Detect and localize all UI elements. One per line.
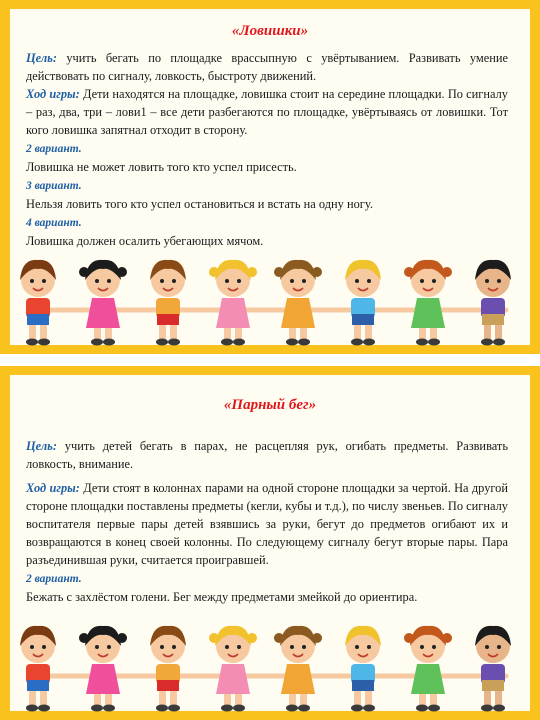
child-ponytail	[442, 267, 452, 277]
child-shoe	[363, 339, 375, 346]
child-figure	[20, 626, 56, 712]
child-eye	[367, 279, 371, 283]
child-dress	[411, 664, 445, 694]
child-eye	[30, 645, 34, 649]
variant-text: Ловишка должен осалить убегающих мячом.	[26, 234, 264, 248]
goal-text: учить бегать по площадке врассыпную с увёртыванием. Развивать умение действовать по сигналу, ловкость, быстроту движений.	[26, 51, 508, 83]
child-eye	[160, 645, 164, 649]
child-dress	[216, 664, 250, 694]
child-shoe	[298, 705, 310, 712]
child-shoe	[351, 339, 363, 346]
child-dress	[281, 298, 315, 328]
child-shoe	[428, 705, 440, 712]
child-figure	[20, 260, 56, 346]
child-shoe	[91, 705, 103, 712]
child-ponytail	[274, 267, 284, 277]
child-eye	[355, 279, 359, 283]
child-eye	[172, 279, 176, 283]
variant-text: Ловишка не может ловить того кто успел присесть.	[26, 160, 297, 174]
child-shoe	[221, 705, 233, 712]
child-figure	[345, 260, 381, 346]
child-shoe	[156, 705, 168, 712]
course-paragraph	[26, 479, 508, 569]
child-figure	[79, 260, 127, 346]
children-svg	[8, 618, 528, 713]
child-ponytail	[274, 633, 284, 643]
child-eye	[225, 279, 229, 283]
child-dress	[281, 664, 315, 694]
child-ponytail	[247, 267, 257, 277]
child-ponytail	[209, 633, 219, 643]
child-ponytail	[404, 267, 414, 277]
child-ponytail	[247, 633, 257, 643]
child-shoe	[38, 705, 50, 712]
variant-text: Нельзя ловить того кто успел остановиться и встать на одну ногу.	[26, 197, 373, 211]
child-eye	[107, 279, 111, 283]
child-eye	[485, 279, 489, 283]
child-eye	[95, 645, 99, 649]
goal-paragraph	[26, 437, 508, 473]
goal-text: учить детей бегать в парах, не расцепляя рук, огибать предметы. Развивать ловкость, внимание.	[26, 439, 508, 471]
variant-label: 4 вариант.	[26, 217, 82, 229]
goal-paragraph	[26, 49, 508, 85]
course-text: Дети находятся на площадке, ловишка стоит на середине площадки. По сигналу – раз, два, три – лови1 – все дети разбегаются по площадке, увёртываясь от ловишки. Тот кого ловишка запятнал отходит в сторону.	[26, 87, 508, 137]
child-ponytail	[117, 267, 127, 277]
child-ponytail	[79, 267, 89, 277]
child-pants	[352, 314, 374, 325]
variant-label: 2 вариант.	[26, 143, 82, 155]
child-shoe	[481, 339, 493, 346]
child-dress	[411, 298, 445, 328]
child-eye	[172, 645, 176, 649]
child-eye	[160, 279, 164, 283]
child-shoe	[363, 705, 375, 712]
child-shoe	[481, 705, 493, 712]
child-shoe	[286, 339, 298, 346]
child-shoe	[233, 339, 245, 346]
variant-label: 3 вариант.	[26, 180, 82, 192]
child-eye	[420, 279, 424, 283]
child-figure	[209, 626, 257, 712]
game-card-lovishki	[0, 0, 540, 354]
child-figure	[274, 260, 322, 346]
child-shoe	[416, 339, 428, 346]
child-ponytail	[79, 633, 89, 643]
card-body	[26, 437, 508, 606]
card-title: «Парный бег»	[223, 397, 317, 413]
child-shoe	[428, 339, 440, 346]
child-pants	[157, 680, 179, 691]
child-pants	[157, 314, 179, 325]
child-ponytail	[312, 267, 322, 277]
child-pants	[27, 314, 49, 325]
child-shoe	[493, 339, 505, 346]
child-shoe	[416, 705, 428, 712]
course-label: Ход игры:	[26, 481, 80, 495]
child-dress	[86, 298, 120, 328]
child-shoe	[26, 339, 38, 346]
course-paragraph	[26, 85, 508, 139]
child-eye	[497, 279, 501, 283]
card-body	[26, 49, 508, 250]
child-ponytail	[442, 633, 452, 643]
child-eye	[367, 645, 371, 649]
child-figure	[79, 626, 127, 712]
child-eye	[420, 645, 424, 649]
child-eye	[432, 645, 436, 649]
child-ponytail	[312, 633, 322, 643]
children-holding-hands-illustration	[8, 618, 528, 713]
child-eye	[237, 645, 241, 649]
child-eye	[485, 645, 489, 649]
child-figure	[150, 626, 186, 712]
child-shoe	[103, 339, 115, 346]
course-text: Дети стоят в колоннах парами на одной стороне площадки за чертой. На другой стороне площадки поставлены предметы (кегли, кубы и т.д.), по числу звеньев. По сигналу воспитателя первые пары детей взявшись за руки, бегут до предметов огибают их и возвращаются в конец своей колонны. По следующему сигналу бегут вторые пары. Пара разъединившая руки, считается проигравшей.	[26, 481, 508, 567]
child-shoe	[493, 705, 505, 712]
child-pants	[482, 680, 504, 691]
child-shoe	[38, 339, 50, 346]
child-figure	[404, 260, 452, 346]
child-shoe	[233, 705, 245, 712]
child-figure	[150, 260, 186, 346]
child-shoe	[103, 705, 115, 712]
child-figure	[475, 626, 511, 712]
child-figure	[274, 626, 322, 712]
child-ponytail	[117, 633, 127, 643]
child-dress	[216, 298, 250, 328]
child-shoe	[168, 705, 180, 712]
child-shoe	[351, 705, 363, 712]
child-pants	[482, 314, 504, 325]
child-shoe	[298, 339, 310, 346]
child-shoe	[156, 339, 168, 346]
child-eye	[42, 279, 46, 283]
child-ponytail	[209, 267, 219, 277]
children-svg	[8, 252, 528, 347]
child-eye	[225, 645, 229, 649]
course-label: Ход игры:	[26, 87, 80, 101]
child-shoe	[168, 339, 180, 346]
child-shoe	[221, 339, 233, 346]
child-eye	[290, 645, 294, 649]
child-eye	[95, 279, 99, 283]
card-title: «Ловишки»	[231, 23, 309, 39]
child-eye	[355, 645, 359, 649]
child-dress	[86, 664, 120, 694]
game-card-parny-beg	[0, 366, 540, 720]
child-figure	[345, 626, 381, 712]
child-eye	[497, 645, 501, 649]
child-eye	[432, 279, 436, 283]
child-eye	[302, 645, 306, 649]
child-pants	[352, 680, 374, 691]
child-shoe	[91, 339, 103, 346]
child-pants	[27, 680, 49, 691]
child-eye	[107, 645, 111, 649]
child-figure	[209, 260, 257, 346]
child-figure	[404, 626, 452, 712]
goal-label: Цель:	[26, 439, 57, 453]
child-eye	[30, 279, 34, 283]
child-eye	[42, 645, 46, 649]
goal-label: Цель:	[26, 51, 57, 65]
child-eye	[237, 279, 241, 283]
child-eye	[290, 279, 294, 283]
children-holding-hands-illustration	[8, 252, 528, 347]
child-ponytail	[404, 633, 414, 643]
variant-text: Бежать с захлёстом голени. Бег между предметами змейкой до ориентира.	[26, 590, 418, 604]
variant-label: 2 вариант.	[26, 573, 82, 585]
child-shoe	[26, 705, 38, 712]
child-figure	[475, 260, 511, 346]
child-eye	[302, 279, 306, 283]
child-shoe	[286, 705, 298, 712]
